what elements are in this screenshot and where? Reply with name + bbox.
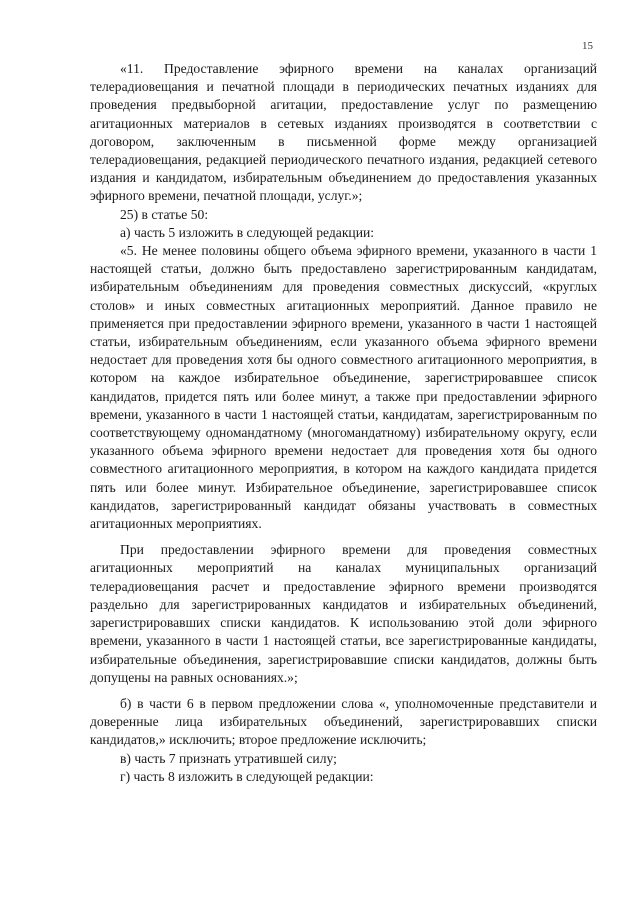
paragraph-item-25: 25) в статье 50:: [120, 206, 209, 222]
document-body: [90, 60, 597, 786]
paragraph-joint-events: При предоставлении эфирного времени для проведения совместных агитационных мероприятий на каналах муниципальных организаций телерадиовещания расчет и предоставление эфирного времени производятся раздельно для зарегистрированных кандидатов и избирательных объединений, зарегистрировавших списки кандидатов. К использованию этой доли эфирного времени, указанного в части 1 настоящей статьи, все зарегистрированные кандидаты, избирательные объединения, зарегистрировавшие списки кандидатов, должны быть допущены на равных основаниях.»;: [90, 542, 597, 685]
paragraph-subitem-a: а) часть 5 изложить в следующей редакции:: [120, 224, 375, 240]
paragraph-subitem-b: б) в части 6 в первом предложении слова «, уполномоченные представители и доверенные лица избирательных объединений, зарегистрировавших списки кандидатов,» исключить; второе предложение исключить;: [90, 695, 597, 748]
paragraph-subitem-v: в) часть 7 признать утратившей силу;: [120, 750, 337, 766]
paragraph-subitem-g: г) часть 8 изложить в следующей редакции:: [120, 768, 374, 784]
page-number: 15: [582, 40, 593, 52]
paragraph-part-5: «5. Не менее половины общего объема эфирного времени, указанного в части 1 настоящей статьи, должно быть предоставлено зарегистрированным кандидатам, избирательным объединениям для проведения совместных дискуссий, «круглых столов» и иных совместных агитационных мероприятий. Данное правило не применяется при предоставлении эфирного времени, указанного в части 1 настоящей статьи, избирательным объединениям, если указанного объема эфирного времени недостает для проведения хотя бы одного совместного агитационного мероприятия, в котором на каждое избирательное объединение, зарегистрировавшее список кандидатов, придется пять или более минут, а также при предоставлении эфирного времени, указанного в части 1 настоящей статьи, кандидатам, зарегистрированным по соответствующему одномандатному (многомандатному) избирательному округу, если указанного объема эфирного времени недостает для проведения хотя бы одного совместного агитационного мероприятия, в котором на каждого кандидата придется пять или более минут. Избирательное объединение, зарегистрировавшее список кандидатов, зарегистрированный кандидат обязаны участвовать в совместных агитационных мероприятиях.: [90, 243, 597, 532]
paragraph-item-11: «11. Предоставление эфирного времени на каналах организаций телерадиовещания и печатной площади в периодических печатных изданиях для проведения предвыборной агитации, предоставление услуг по размещению агитационных материалов в сетевых изданиях производятся в соответствии с договором, заключенным в письменной форме между организацией телерадиовещания, редакцией периодического печатного издания, редакцией сетевого издания и кандидатом, избирательным объединением до предоставления указанных эфирного времени, печатной площади, услуг.»;: [90, 61, 597, 204]
